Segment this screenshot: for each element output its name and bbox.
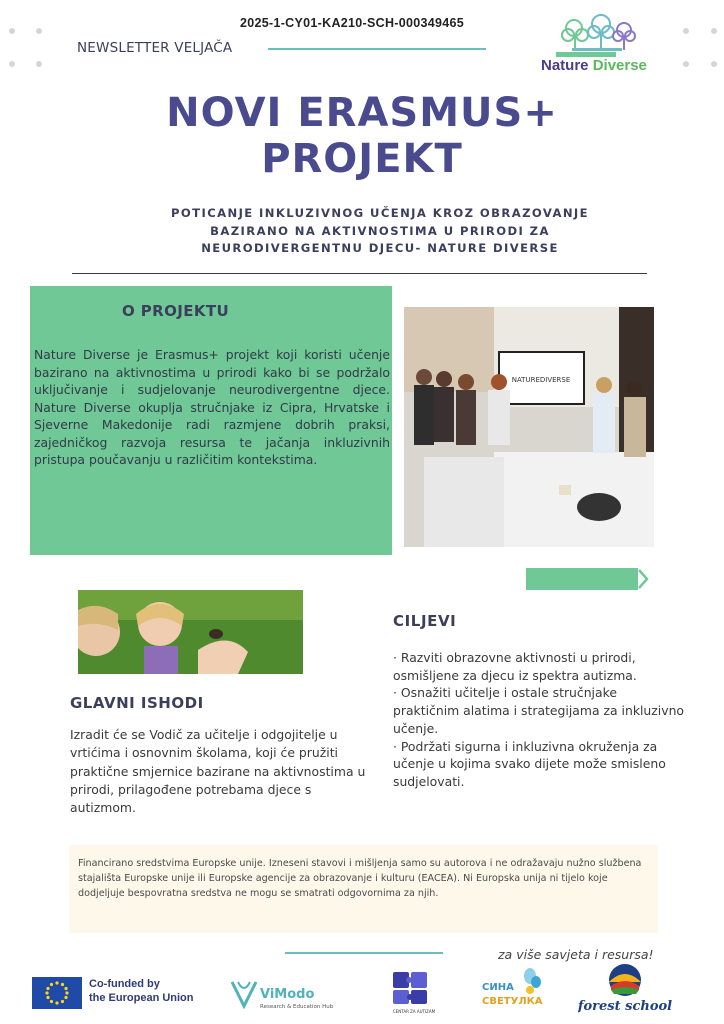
about-heading: O PROJEKTU	[122, 302, 230, 320]
decor-dot	[683, 28, 689, 34]
svg-text:Research & Education Hub: Research & Education Hub	[260, 1004, 334, 1010]
decor-dot	[9, 61, 15, 67]
goal-item: · Razviti obrazovne aktivnosti u prirodi, osmišljene za djecu iz spektra autizma.	[393, 650, 637, 683]
about-text: Nature Diverse je Erasmus+ projekt koji koristi učenje bazirano na aktivnostima u prirodi kako bi se podržalo uključivanje i sudjelovanje neurodivergentne djece. Nature Diverse okuplja stručnjake iz Cipra, Hrvatske i Sjeverne Makedonije radi razmjene dobrih praksi, zajedničkog razvoja resursa te jačanja inkluzivnih pristupa poučavanju u različitim kontekstima.	[34, 347, 390, 467]
footer-divider	[285, 952, 443, 954]
sina-svetulka-logo	[478, 966, 548, 1014]
arrow-tab	[526, 568, 652, 590]
children-photo	[78, 590, 303, 674]
svg-text:forest school: forest school	[578, 999, 673, 1014]
eu-flag-icon	[32, 977, 82, 1009]
subtitle-line2: BAZIRANO NA AKTIVNOSTIMA U PRIRODI ZA	[210, 223, 550, 238]
page-title-line1: NOVI ERASMUS+	[166, 90, 558, 136]
svg-text:ViModo: ViModo	[260, 987, 315, 1002]
section-divider	[72, 273, 647, 274]
decor-dot	[9, 28, 15, 34]
newsletter-divider	[268, 48, 486, 50]
eu-cofunded-label: Co-funded by the European Union	[89, 978, 194, 1004]
page-title-line2: PROJEKT	[261, 136, 463, 182]
vimodo-logo	[230, 976, 350, 1016]
project-subtitle	[120, 205, 640, 258]
newsletter-label: NEWSLETTER VELJAČA	[77, 40, 233, 56]
decor-dot	[711, 61, 717, 67]
footer-tagline: za više savjeta i resursa!	[498, 947, 654, 962]
outcomes-text: Izradit će se Vodič za učitelje i odgojitelje u vrtićima i osnovnim školama, koji će pružiti praktične smjernice bazirane na aktivnostima u prirodi, prilagođene potrebama djece s autizmom.	[70, 727, 366, 816]
svg-text:СИНА: СИНА	[482, 982, 514, 993]
decor-dot	[36, 28, 42, 34]
subtitle-line1: POTICANJE INKLUZIVNOG UČENJA KROZ OBRAZOVANJE	[171, 206, 589, 220]
decor-dot	[683, 61, 689, 67]
goals-list	[393, 649, 685, 791]
decor-dot	[36, 61, 42, 67]
goal-item: · Osnažiti učitelje i ostale stručnjake praktičnim alatima i strategijama za inkluzivno učenje.	[393, 685, 684, 736]
svg-text:CENTAR ZA AUTIZAM: CENTAR ZA AUTIZAM	[392, 1009, 436, 1014]
decor-dot	[711, 28, 717, 34]
goals-heading: CILJEVI	[393, 612, 457, 630]
centar-za-autizam-logo	[383, 968, 445, 1016]
logo-wordmark: Nature Diverse	[541, 57, 647, 74]
eu-disclaimer: Financirano sredstvima Europske unije. Izneseni stavovi i mišljenja samo su autorova i ne odražavaju nužno službena stajališta Europske unije ili Europske agencije za obrazovanje i kulturu (EACEA). Ni Europska unija ni tijelo koje dodjeljuje bespovratna sredstva ne mogu se smatrati odgovornima za njih.	[69, 845, 658, 933]
forest-school-logo	[578, 962, 673, 1016]
project-code: 2025-1-CY01-KA210-SCH-000349465	[240, 16, 465, 30]
outcomes-heading: GLAVNI ISHODI	[70, 694, 204, 712]
meeting-photo	[404, 307, 654, 547]
subtitle-line3: NEURODIVERGENTNU DJECU- NATURE DIVERSE	[201, 241, 559, 255]
screen-label: NATUREDIVERSE	[511, 376, 571, 384]
goal-item: · Podržati sigurna i inkluzivna okruženja za učenje u kojima svako dijete može smisleno sudjelovati.	[393, 738, 666, 789]
svg-text:СВЕТУЛКА: СВЕТУЛКА	[482, 996, 543, 1007]
